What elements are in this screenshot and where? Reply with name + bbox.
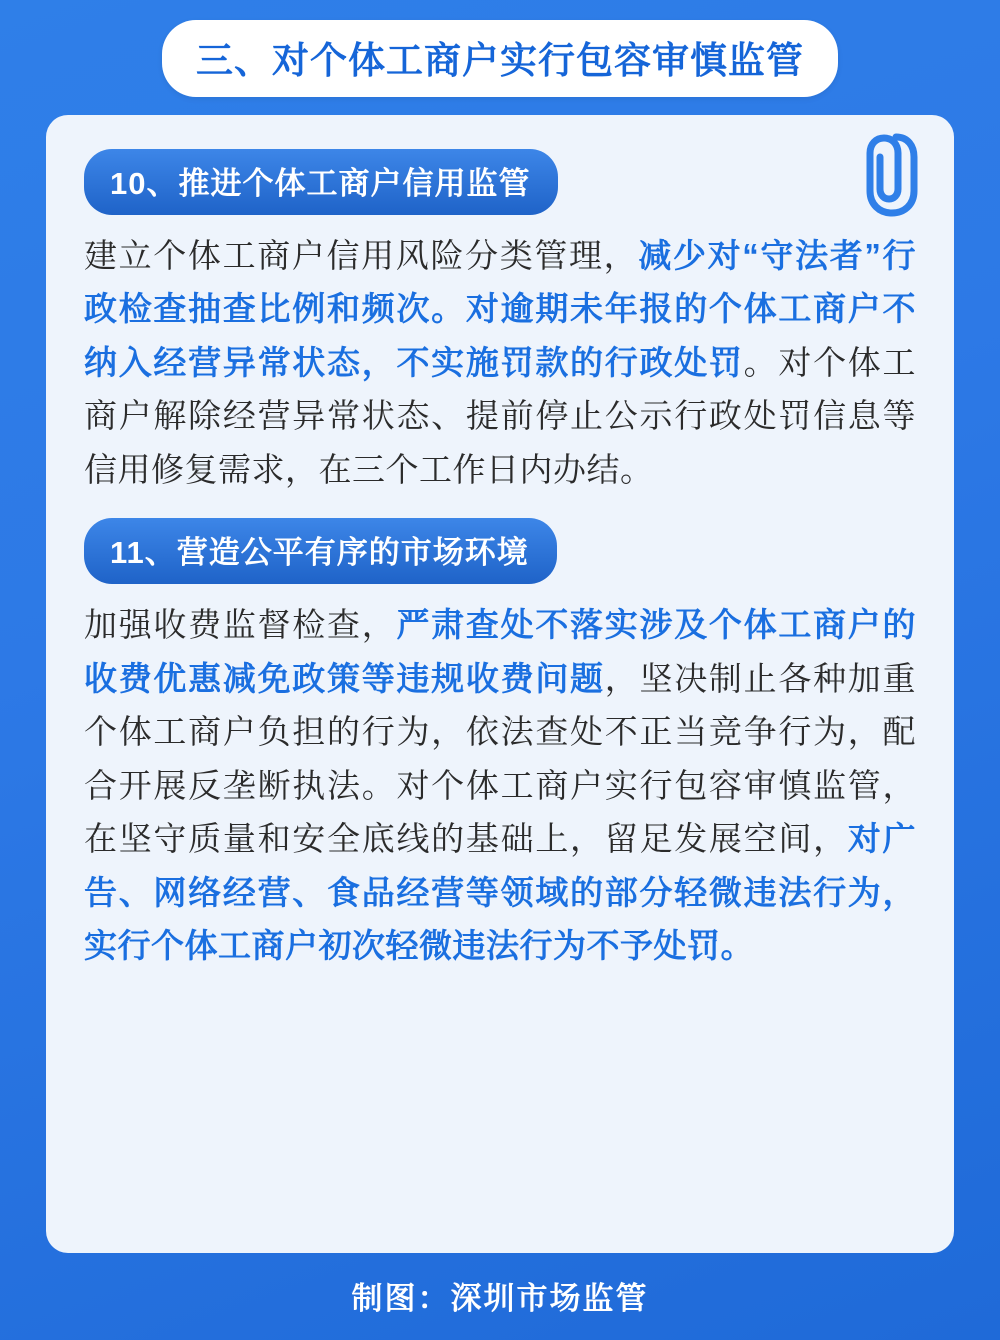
title-bar (22, 20, 978, 97)
paperclip-icon (850, 127, 920, 217)
text-segment: 加强收费监督检查， (84, 606, 397, 644)
section-11-paragraph (84, 598, 916, 972)
text-segment-highlight: 严肃查处不落实涉及个体工商户的收费优惠减免政策等违规收费问题 (84, 606, 917, 697)
text-segment-highlight: 对广告、网络经营、食品经营等领域的部分轻微违法行为，实行个体工商户初次轻微违法行为不予处罚。 (84, 820, 917, 964)
text-segment-highlight: 减少对“守法者”行政检查抽查比例和频次。对逾期未年报的个体工商户不纳入经营异常状态，不实施罚款的行政处罚 (84, 237, 917, 381)
section-11-pill: 11、营造公平有序的市场环境 (84, 518, 557, 584)
footer-credit: 制图：深圳市场监管 (351, 1281, 649, 1316)
section-10-paragraph (84, 229, 916, 496)
text-segment: ，坚决制止各种加重个体工商户负担的行为，依法查处不正当竞争行为，配合开展反垄断执法。对个体工商户实行包容审慎监管，在坚守质量和安全底线的基础上，留足发展空间， (84, 659, 917, 858)
page-title: 三、对个体工商户实行包容审慎监管 (162, 20, 838, 97)
content-card (46, 115, 954, 1253)
section-10 (84, 149, 916, 496)
section-11 (84, 496, 916, 972)
text-segment: 。对个体工商户解除经营异常状态、提前停止公示行政处罚信息等信用修复需求，在三个工作日内办结。 (84, 343, 917, 488)
section-10-pill: 10、推进个体工商户信用监管 (84, 149, 558, 215)
text-segment: 建立个体工商户信用风险分类管理， (84, 237, 639, 274)
